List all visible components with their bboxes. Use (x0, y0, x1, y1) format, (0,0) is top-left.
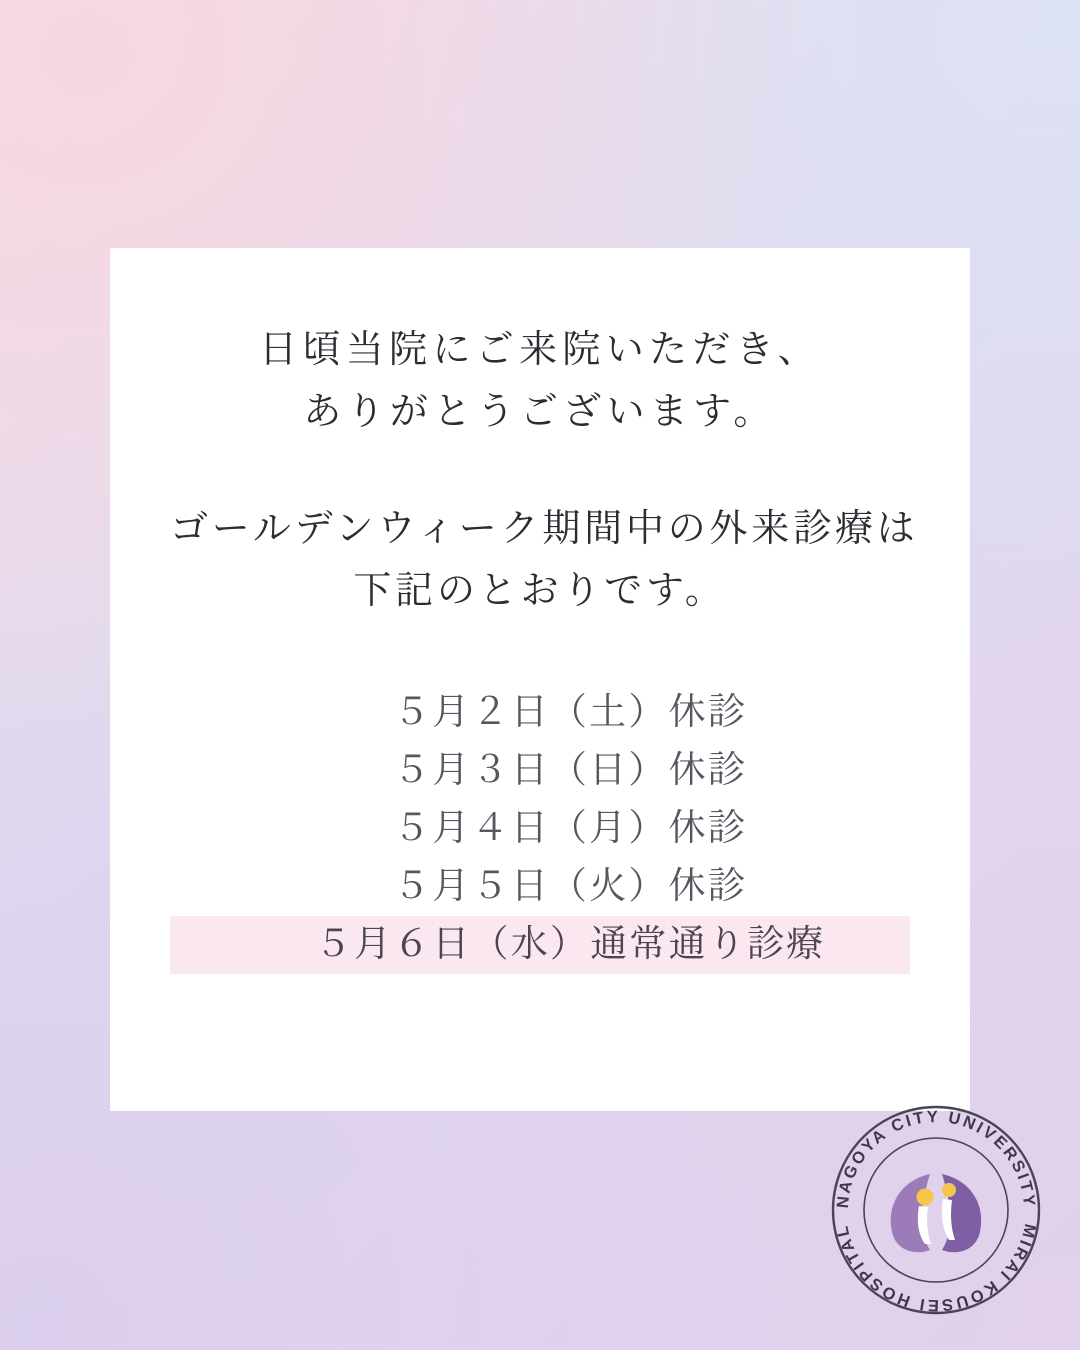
schedule-status: 通常通り診療 (590, 924, 826, 966)
spacer-1 (170, 443, 910, 499)
schedule-date: ５月３日（日） (393, 750, 668, 792)
svg-text:NAGOYA CITY UNIVERSITY: NAGOYA CITY UNIVERSITY (833, 1107, 1039, 1210)
intro-line-2: ありがとうございます。 (303, 390, 777, 433)
intro-line-1: 日頃当院にご来院いただき、 (259, 329, 821, 371)
schedule-date: ５月４日（月） (393, 808, 668, 850)
schedule-status: 休診 (668, 692, 747, 734)
schedule-date: ５月２日（土） (393, 692, 668, 734)
schedule-row (170, 684, 910, 742)
card-content (110, 248, 970, 974)
svg-text:MIRAI KOUSEI HOSPITAL: MIRAI KOUSEI HOSPITAL (833, 1222, 1040, 1315)
schedule-row-highlighted (170, 916, 910, 974)
schedule-date: ５月６日（水） (314, 924, 590, 966)
notice-line-2: 下記のとおりです。 (353, 569, 727, 612)
schedule-row (170, 858, 910, 916)
schedule-date: ５月５日（火） (393, 866, 668, 908)
hospital-seal-logo (818, 1092, 1054, 1328)
spacer-2 (170, 622, 910, 684)
announcement-card (110, 248, 970, 1111)
schedule-status: 休診 (668, 750, 747, 792)
schedule-row (170, 800, 910, 858)
notice-line-1: ゴールデンウィーク期間中の外来診療は (170, 508, 919, 551)
notice-paragraph (170, 499, 919, 622)
schedule-list (170, 684, 910, 974)
intro-paragraph (170, 320, 910, 443)
schedule-status: 休診 (668, 866, 747, 908)
schedule-status: 休診 (668, 808, 747, 850)
schedule-row (170, 742, 910, 800)
